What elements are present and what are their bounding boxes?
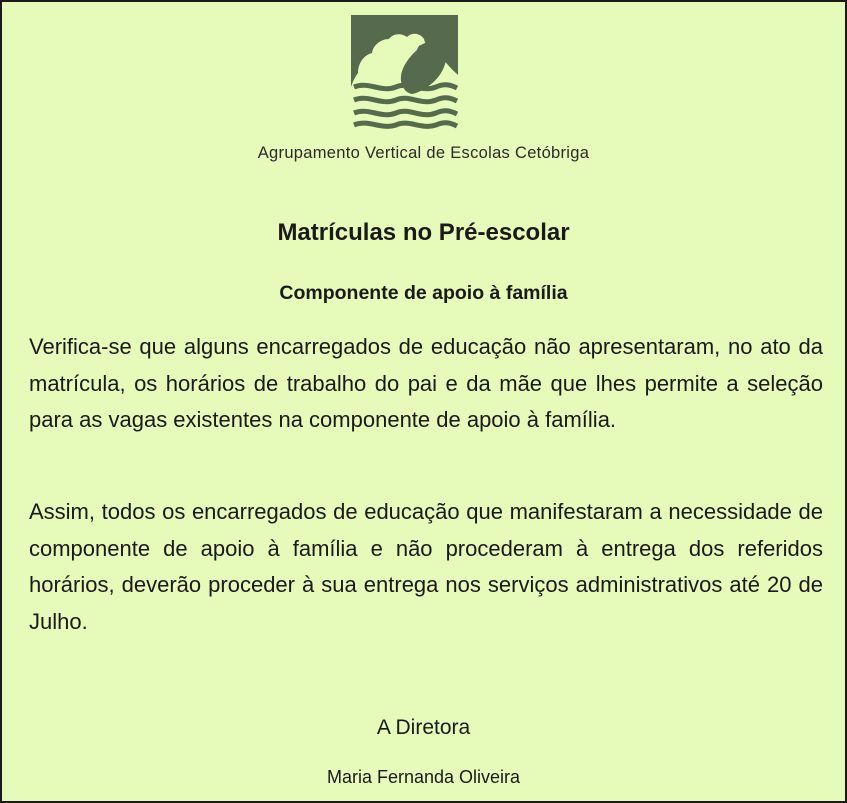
notice-subtitle: Componente de apoio à família — [279, 282, 568, 304]
signature-role: A Diretora — [376, 716, 471, 739]
organization-name: Agrupamento Vertical de Escolas Cetóbriga — [257, 144, 590, 162]
notice-paragraph-2: Assim, todos os encarregados de educação que manifestaram a necessidade de componente de apoio à família e não procederam à entrega dos referidos horários, deverão proceder à sua entrega nos serviços administrativos até 20 de Julho. — [29, 499, 823, 634]
notice-paragraph-1: Verifica-se que alguns encarregados de educação não apresentaram, no ato da matrícula, os horários de trabalho do pai e da mãe que lhes permite a seleção para as vagas existentes na componente de apoio à família. — [29, 334, 823, 432]
amphora-waves-logo-icon — [351, 15, 458, 130]
signature-name: Maria Fernanda Oliveira — [326, 767, 521, 787]
notice-title: Matrículas no Pré-escolar — [277, 219, 570, 246]
